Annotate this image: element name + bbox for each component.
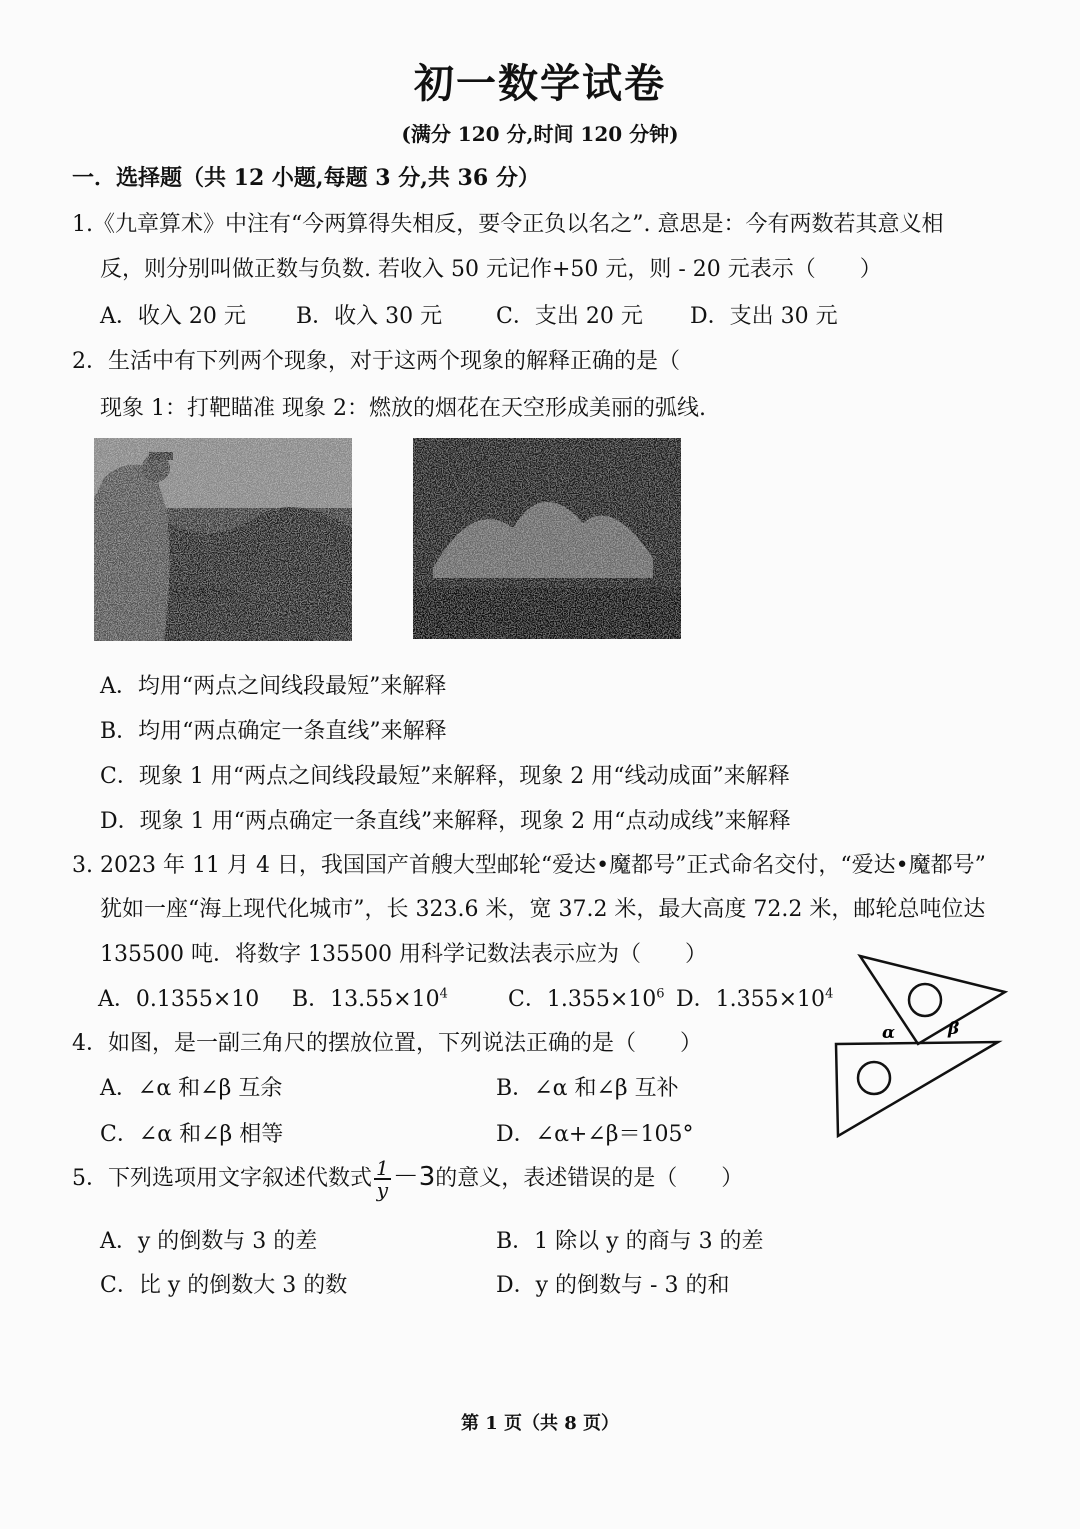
fireworks-photo-image [413,438,681,639]
upper-set-square-hole [909,984,941,1016]
q2-option-b: B．均用“两点确定一条直线”来解释 [100,719,447,744]
q1-line2: 反，则分别叫做正数与负数. 若收入 50 元记作+50 元，则 - 20 元表示（ ） [100,257,882,282]
q4-option-d: D．∠α+∠β＝105° [496,1122,694,1147]
q5-option-c: C．比 y 的倒数大 3 的数 [100,1273,348,1298]
q5-prefix: 5．下列选项用文字叙述代数式 [72,1166,372,1191]
q2-option-d: D．现象 1 用“两点确定一条直线”来解释，现象 2 用“点动成线”来解释 [100,809,791,834]
q5-option-b: B．1 除以 y 的商与 3 的差 [496,1229,764,1254]
q5-line1 [72,1156,743,1200]
q4-option-a: A．∠α 和∠β 互余 [100,1076,283,1101]
fireworks-photo [413,438,681,639]
q1-option-c: C．支出 20 元 [496,304,643,329]
q2-option-a: A．均用“两点之间线段最短”来解释 [100,674,447,699]
lower-set-square-hole [858,1062,890,1094]
q3-option-b: B．$13.55\times 10^4$ [292,986,448,1012]
q5-suffix: 的意义，表述错误的是（ ） [435,1166,744,1191]
shooting-photo [94,438,352,641]
beta-label: β [948,1019,960,1039]
q2-line1: 2．生活中有下列两个现象，对于这两个现象的解释正确的是（ [72,349,680,374]
page-subtitle: (满分 120 分,时间 120 分钟) [401,122,679,146]
section-heading: 一．选择题（共 12 小题,每题 3 分,共 36 分） [72,165,540,191]
q3-option-d: D．$1.355\times 10^4$ [676,986,834,1012]
q1-option-a: A．收入 20 元 [100,304,246,329]
lower-set-square [836,1042,998,1136]
q4-line1: 4．如图，是一副三角尺的摆放位置，下列说法正确的是（ ） [72,1031,702,1056]
q3-line2: 犹如一座“海上现代化城市”，长 323.6 米，宽 37.2 米，最大高度 72.2 米，邮轮总吨位达 [100,897,986,922]
q3-line3: 135500 吨．将数字 135500 用科学记数法表示应为（ ） [100,942,707,967]
page-footer: 第 1 页（共 8 页） [460,1413,620,1434]
q3-option-a: A．0.1355×10 [98,987,260,1012]
q3-line1: 3. 2023 年 11 月 4 日，我国国产首艘大型邮轮“爱达•魔都号”正式命名交付，“爱达•魔都号” [72,853,986,878]
q1-option-b: B．收入 30 元 [296,304,443,329]
q4-option-b: B．∠α 和∠β 互补 [496,1076,679,1101]
q4-option-c: C．∠α 和∠β 相等 [100,1122,284,1147]
q5-fraction: $\frac{1}{y}$ [376,1156,389,1202]
q1-line1: 1.《九章算术》中注有“今两算得失相反，要令正负以名之”. 意思是：今有两数若其意义相 [72,212,944,237]
alpha-label: α [882,1023,896,1043]
q5-option-a: A．y 的倒数与 3 的差 [100,1229,318,1254]
q1-option-d: D．支出 30 元 [690,304,838,329]
q2-line2: 现象 1：打靶瞄准 现象 2：燃放的烟花在天空形成美丽的弧线. [100,396,706,421]
q5-option-d: D．y 的倒数与 - 3 的和 [496,1273,730,1298]
q5-minus-three: －3 [392,1162,436,1192]
shooting-photo-image [94,438,352,641]
triangle-rulers-figure [830,948,1015,1143]
q2-option-c: C．现象 1 用“两点之间线段最短”来解释，现象 2 用“线动成面”来解释 [100,764,790,789]
page-title: 初一数学试卷 [414,60,666,107]
q3-option-c: C．$1.355\times 10^6$ [508,986,665,1012]
